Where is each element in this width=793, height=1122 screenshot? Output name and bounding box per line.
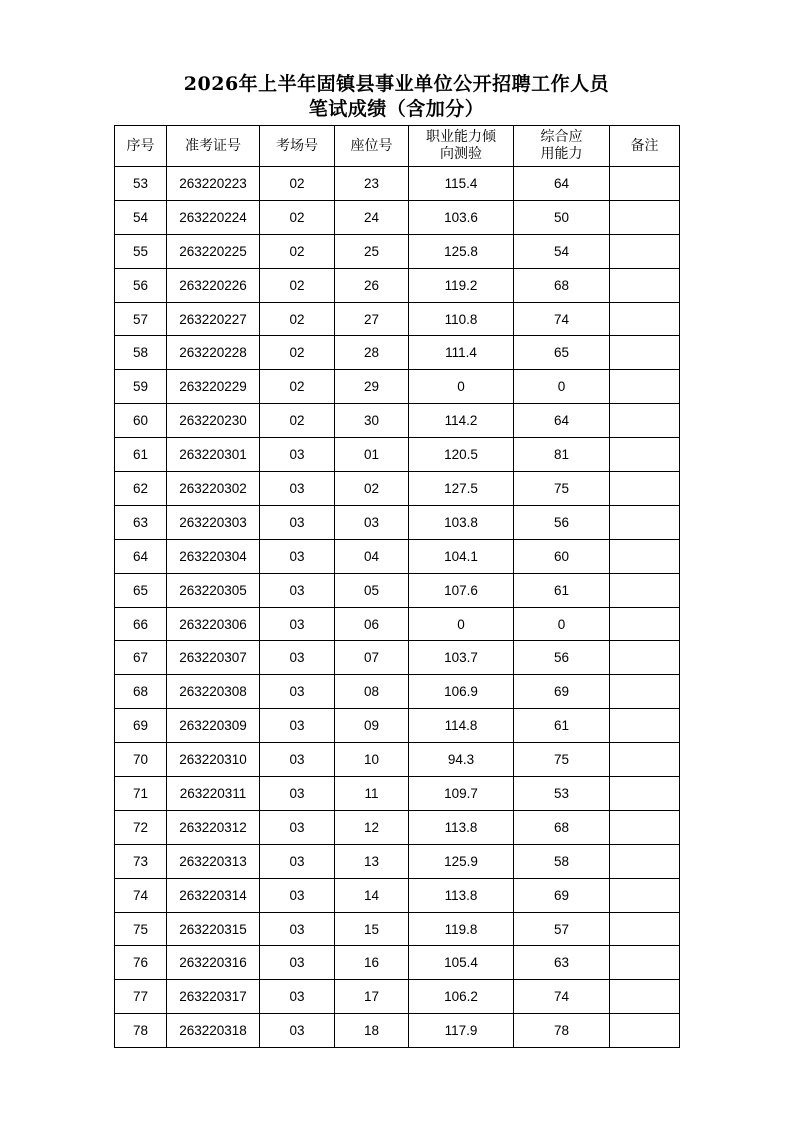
cell-aptitude: 111.4 [409, 336, 514, 370]
cell-room: 03 [260, 844, 335, 878]
cell-exam-no: 263220230 [167, 404, 260, 438]
table-row [115, 607, 680, 641]
cell-room: 02 [260, 268, 335, 302]
header-exam-no: 准考证号 [167, 126, 260, 167]
header-seat: 座位号 [335, 126, 409, 167]
cell-exam-no: 263220318 [167, 1014, 260, 1048]
cell-exam-no: 263220303 [167, 505, 260, 539]
cell-seq: 74 [115, 878, 167, 912]
header-seq: 序号 [115, 126, 167, 167]
cell-remark [610, 573, 680, 607]
cell-application: 63 [514, 946, 610, 980]
cell-application: 68 [514, 268, 610, 302]
cell-aptitude: 0 [409, 370, 514, 404]
table-row [115, 946, 680, 980]
cell-room: 03 [260, 777, 335, 811]
table-row [115, 302, 680, 336]
cell-application: 64 [514, 167, 610, 201]
cell-exam-no: 263220312 [167, 810, 260, 844]
cell-remark [610, 641, 680, 675]
cell-application: 74 [514, 302, 610, 336]
cell-seq: 77 [115, 980, 167, 1014]
cell-remark [610, 844, 680, 878]
cell-application: 69 [514, 675, 610, 709]
cell-aptitude: 114.2 [409, 404, 514, 438]
table-row [115, 980, 680, 1014]
cell-remark [610, 607, 680, 641]
cell-application: 61 [514, 573, 610, 607]
table-row [115, 539, 680, 573]
cell-seat: 26 [335, 268, 409, 302]
cell-room: 02 [260, 370, 335, 404]
cell-exam-no: 263220224 [167, 200, 260, 234]
cell-aptitude: 117.9 [409, 1014, 514, 1048]
cell-room: 02 [260, 336, 335, 370]
cell-remark [610, 336, 680, 370]
cell-remark [610, 438, 680, 472]
cell-aptitude: 119.8 [409, 912, 514, 946]
table-row [115, 505, 680, 539]
cell-remark [610, 743, 680, 777]
cell-application: 56 [514, 641, 610, 675]
cell-application: 75 [514, 743, 610, 777]
cell-remark [610, 878, 680, 912]
cell-aptitude: 109.7 [409, 777, 514, 811]
cell-aptitude: 119.2 [409, 268, 514, 302]
cell-exam-no: 263220306 [167, 607, 260, 641]
cell-room: 03 [260, 438, 335, 472]
header-room: 考场号 [260, 126, 335, 167]
header-remark: 备注 [610, 126, 680, 167]
cell-room: 03 [260, 743, 335, 777]
cell-seat: 24 [335, 200, 409, 234]
cell-seq: 53 [115, 167, 167, 201]
cell-seq: 57 [115, 302, 167, 336]
cell-seq: 58 [115, 336, 167, 370]
table-row [115, 404, 680, 438]
cell-exam-no: 263220316 [167, 946, 260, 980]
cell-aptitude: 103.8 [409, 505, 514, 539]
cell-application: 58 [514, 844, 610, 878]
table-row [115, 777, 680, 811]
cell-exam-no: 263220313 [167, 844, 260, 878]
cell-seat: 02 [335, 472, 409, 506]
table-row [115, 200, 680, 234]
cell-remark [610, 505, 680, 539]
cell-remark [610, 404, 680, 438]
cell-exam-no: 263220223 [167, 167, 260, 201]
table-row [115, 167, 680, 201]
cell-room: 02 [260, 200, 335, 234]
cell-aptitude: 103.6 [409, 200, 514, 234]
cell-seat: 28 [335, 336, 409, 370]
header-application: 综合应用能力 [514, 126, 610, 167]
cell-aptitude: 106.2 [409, 980, 514, 1014]
cell-seat: 06 [335, 607, 409, 641]
cell-seat: 08 [335, 675, 409, 709]
cell-seq: 55 [115, 234, 167, 268]
table-header-row [115, 126, 680, 167]
cell-aptitude: 94.3 [409, 743, 514, 777]
cell-exam-no: 263220226 [167, 268, 260, 302]
cell-room: 03 [260, 878, 335, 912]
cell-seq: 66 [115, 607, 167, 641]
cell-exam-no: 263220301 [167, 438, 260, 472]
cell-remark [610, 980, 680, 1014]
cell-seat: 17 [335, 980, 409, 1014]
cell-application: 81 [514, 438, 610, 472]
cell-seq: 75 [115, 912, 167, 946]
cell-remark [610, 370, 680, 404]
cell-aptitude: 127.5 [409, 472, 514, 506]
scores-table [114, 125, 680, 1048]
table-row [115, 573, 680, 607]
cell-seq: 64 [115, 539, 167, 573]
cell-room: 03 [260, 675, 335, 709]
cell-exam-no: 263220225 [167, 234, 260, 268]
table-row [115, 1014, 680, 1048]
cell-seat: 18 [335, 1014, 409, 1048]
cell-room: 03 [260, 709, 335, 743]
cell-room: 03 [260, 810, 335, 844]
cell-aptitude: 0 [409, 607, 514, 641]
cell-remark [610, 268, 680, 302]
cell-seat: 04 [335, 539, 409, 573]
cell-seq: 68 [115, 675, 167, 709]
cell-application: 68 [514, 810, 610, 844]
cell-aptitude: 104.1 [409, 539, 514, 573]
cell-remark [610, 777, 680, 811]
cell-application: 78 [514, 1014, 610, 1048]
cell-seat: 09 [335, 709, 409, 743]
cell-seq: 73 [115, 844, 167, 878]
cell-seat: 07 [335, 641, 409, 675]
cell-seat: 12 [335, 810, 409, 844]
table-row [115, 438, 680, 472]
cell-seq: 65 [115, 573, 167, 607]
cell-seq: 54 [115, 200, 167, 234]
cell-seat: 01 [335, 438, 409, 472]
cell-exam-no: 263220302 [167, 472, 260, 506]
cell-application: 69 [514, 878, 610, 912]
cell-exam-no: 263220304 [167, 539, 260, 573]
cell-exam-no: 263220305 [167, 573, 260, 607]
cell-room: 02 [260, 302, 335, 336]
cell-seq: 70 [115, 743, 167, 777]
table-body [115, 167, 680, 1048]
cell-application: 54 [514, 234, 610, 268]
table-row [115, 709, 680, 743]
cell-seat: 27 [335, 302, 409, 336]
page-subtitle: 笔试成绩（含加分） [308, 98, 485, 120]
cell-seq: 78 [115, 1014, 167, 1048]
cell-remark [610, 200, 680, 234]
table-row [115, 370, 680, 404]
cell-application: 50 [514, 200, 610, 234]
cell-exam-no: 263220229 [167, 370, 260, 404]
cell-seq: 72 [115, 810, 167, 844]
table-row [115, 810, 680, 844]
cell-exam-no: 263220311 [167, 777, 260, 811]
cell-room: 02 [260, 404, 335, 438]
table-row [115, 878, 680, 912]
table-row [115, 912, 680, 946]
cell-seat: 11 [335, 777, 409, 811]
cell-remark [610, 167, 680, 201]
header-aptitude: 职业能力倾向测验 [409, 126, 514, 167]
cell-application: 61 [514, 709, 610, 743]
cell-remark [610, 539, 680, 573]
cell-aptitude: 105.4 [409, 946, 514, 980]
cell-room: 03 [260, 472, 335, 506]
cell-seq: 71 [115, 777, 167, 811]
cell-room: 03 [260, 539, 335, 573]
cell-application: 75 [514, 472, 610, 506]
cell-seq: 63 [115, 505, 167, 539]
cell-seat: 10 [335, 743, 409, 777]
cell-seat: 03 [335, 505, 409, 539]
cell-application: 0 [514, 607, 610, 641]
cell-aptitude: 107.6 [409, 573, 514, 607]
cell-exam-no: 263220307 [167, 641, 260, 675]
cell-seat: 25 [335, 234, 409, 268]
cell-room: 03 [260, 946, 335, 980]
cell-room: 03 [260, 912, 335, 946]
cell-seq: 61 [115, 438, 167, 472]
cell-exam-no: 263220310 [167, 743, 260, 777]
cell-seq: 59 [115, 370, 167, 404]
cell-remark [610, 810, 680, 844]
cell-room: 03 [260, 607, 335, 641]
cell-seq: 60 [115, 404, 167, 438]
cell-aptitude: 125.8 [409, 234, 514, 268]
table-row [115, 472, 680, 506]
cell-remark [610, 912, 680, 946]
cell-aptitude: 120.5 [409, 438, 514, 472]
cell-application: 53 [514, 777, 610, 811]
cell-seq: 69 [115, 709, 167, 743]
cell-seq: 76 [115, 946, 167, 980]
cell-seat: 05 [335, 573, 409, 607]
cell-exam-no: 263220314 [167, 878, 260, 912]
cell-application: 74 [514, 980, 610, 1014]
cell-aptitude: 110.8 [409, 302, 514, 336]
cell-room: 03 [260, 641, 335, 675]
table-row [115, 234, 680, 268]
cell-seat: 29 [335, 370, 409, 404]
cell-seat: 15 [335, 912, 409, 946]
cell-room: 02 [260, 167, 335, 201]
cell-seat: 14 [335, 878, 409, 912]
cell-remark [610, 675, 680, 709]
table-row [115, 268, 680, 302]
cell-application: 0 [514, 370, 610, 404]
cell-aptitude: 113.8 [409, 810, 514, 844]
cell-exam-no: 263220308 [167, 675, 260, 709]
cell-aptitude: 106.9 [409, 675, 514, 709]
cell-application: 65 [514, 336, 610, 370]
cell-application: 56 [514, 505, 610, 539]
cell-room: 02 [260, 234, 335, 268]
cell-aptitude: 115.4 [409, 167, 514, 201]
cell-application: 57 [514, 912, 610, 946]
cell-exam-no: 263220228 [167, 336, 260, 370]
cell-remark [610, 709, 680, 743]
cell-aptitude: 113.8 [409, 878, 514, 912]
cell-exam-no: 263220315 [167, 912, 260, 946]
cell-aptitude: 125.9 [409, 844, 514, 878]
cell-exam-no: 263220317 [167, 980, 260, 1014]
cell-application: 60 [514, 539, 610, 573]
cell-remark [610, 946, 680, 980]
cell-remark [610, 302, 680, 336]
cell-remark [610, 472, 680, 506]
cell-remark [610, 1014, 680, 1048]
table-row [115, 743, 680, 777]
cell-seat: 30 [335, 404, 409, 438]
cell-seat: 13 [335, 844, 409, 878]
cell-exam-no: 263220227 [167, 302, 260, 336]
cell-application: 64 [514, 404, 610, 438]
cell-seat: 16 [335, 946, 409, 980]
cell-aptitude: 114.8 [409, 709, 514, 743]
cell-room: 03 [260, 573, 335, 607]
page-title: 2026年上半年固镇县事业单位公开招聘工作人员 [183, 73, 610, 95]
cell-seat: 23 [335, 167, 409, 201]
cell-remark [610, 234, 680, 268]
cell-exam-no: 263220309 [167, 709, 260, 743]
cell-aptitude: 103.7 [409, 641, 514, 675]
cell-seq: 56 [115, 268, 167, 302]
cell-seq: 67 [115, 641, 167, 675]
cell-room: 03 [260, 505, 335, 539]
table-row [115, 844, 680, 878]
table-row [115, 641, 680, 675]
cell-room: 03 [260, 1014, 335, 1048]
cell-seq: 62 [115, 472, 167, 506]
table-row [115, 675, 680, 709]
table-row [115, 336, 680, 370]
cell-room: 03 [260, 980, 335, 1014]
